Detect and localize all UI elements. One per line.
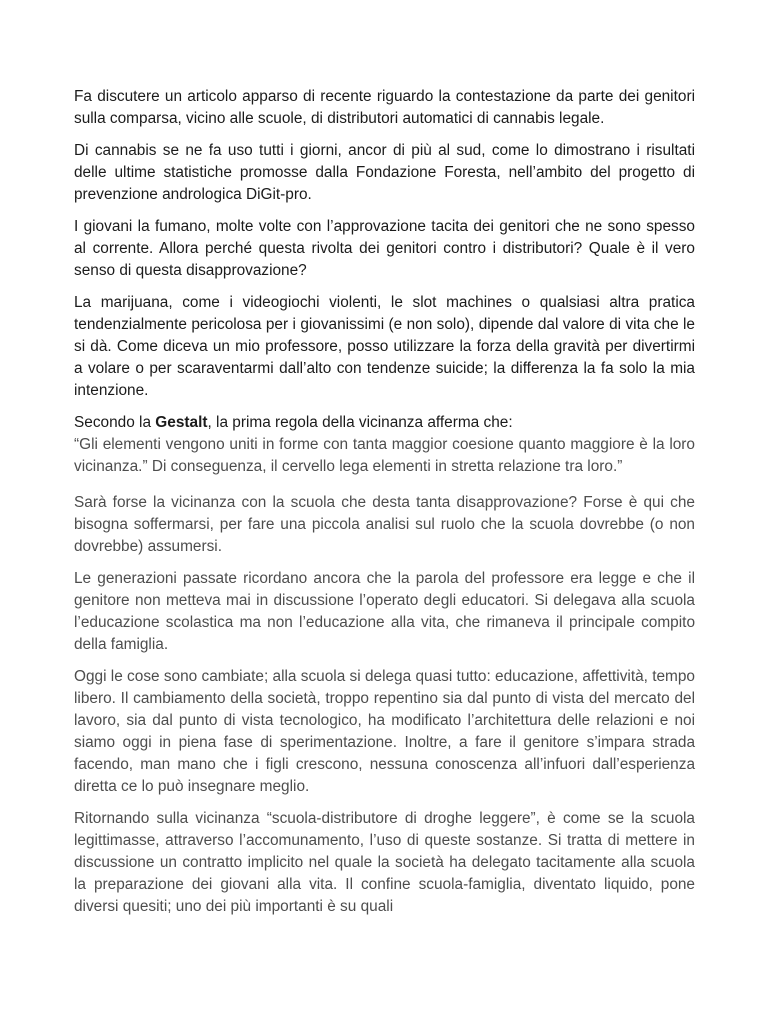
paragraph-2: Di cannabis se ne fa uso tutti i giorni, ancor di più al sud, come lo dimostrano i risultati delle ultime statistiche promosse dalla Fondazione Foresta, nell’ambito del progetto di prevenzione andrologica DiGit-pro. xyxy=(74,142,695,203)
paragraph-7: Le generazioni passate ricordano ancora che la parola del professore era legge e che il genitore non metteva mai in discussione l’operato degli educatori. Si delegava alla scuola l’educazione scolastica ma non l’educazione alla vita, che rimaneva il principale compito della famiglia. xyxy=(74,570,695,653)
gestalt-intro-tail: , la prima regola della vicinanza afferma che: xyxy=(207,414,513,431)
paragraph-3: I giovani la fumano, molte volte con l’approvazione tacita dei genitori che ne sono spesso al corrente. Allora perché questa rivolta dei genitori contro i distributori? Quale è il vero senso di questa disapprovazione? xyxy=(74,218,695,279)
paragraph-6: Sarà forse la vicinanza con la scuola che desta tanta disapprovazione? Forse è qui che bisogna soffermarsi, per fare una piccola analisi sul ruolo che la scuola dovrebbe (o non dovrebbe) assumersi. xyxy=(74,494,695,555)
paragraph-gestalt-intro xyxy=(74,412,695,434)
paragraph-8: Oggi le cose sono cambiate; alla scuola si delega quasi tutto: educazione, affettività, tempo libero. Il cambiamento della società, troppo repentino sia dal punto di vista del mercato del lavoro, sia dal punto di vista tecnologico, ha modificato l’architettura delle relazioni e noi siamo oggi in piena fase di sperimentazione. Inoltre, a fare il genitore s’impara strada facendo, man mano che i figli crescono, nessuna conoscenza all’infuori dall’esperienza diretta ce lo può insegnare meglio. xyxy=(74,668,695,795)
document-body xyxy=(74,86,695,928)
paragraph-9: Ritornando sulla vicinanza “scuola-distributore di droghe leggere”, è come se la scuola legittimasse, attraverso l’accomunamento, l’uso di queste sostanze. Si tratta di mettere in discussione un contratto implicito nel quale la società ha delegato tacitamente alla scuola la preparazione dei giovani alla vita. Il confine scuola-famiglia, diventato liquido, pone diversi quesiti; uno dei più importanti è su quali xyxy=(74,810,695,915)
gestalt-quote: “Gli elementi vengono uniti in forme con tanta maggior coesione quanto maggiore è la loro vicinanza.” Di conseguenza, il cervello lega elementi in stretta relazione tra loro.” xyxy=(74,436,695,475)
paragraph-1: Fa discutere un articolo apparso di recente riguardo la contestazione da parte dei genitori sulla comparsa, vicino alle scuole, di distributori automatici di cannabis legale. xyxy=(74,88,695,127)
paragraph-4: La marijuana, come i videogiochi violenti, le slot machines o qualsiasi altra pratica tendenzialmente pericolosa per i giovanissimi (e non solo), dipende dal valore di vita che le si dà. Come diceva un mio professore, posso utilizzare la forza della gravità per divertirmi a volare o per scaraventarmi dall’alto con tendenze suicide; la differenza la fa solo la mia intenzione. xyxy=(74,294,695,399)
gestalt-term: Gestalt xyxy=(155,414,208,431)
gestalt-intro-lead: Secondo la xyxy=(74,414,156,431)
